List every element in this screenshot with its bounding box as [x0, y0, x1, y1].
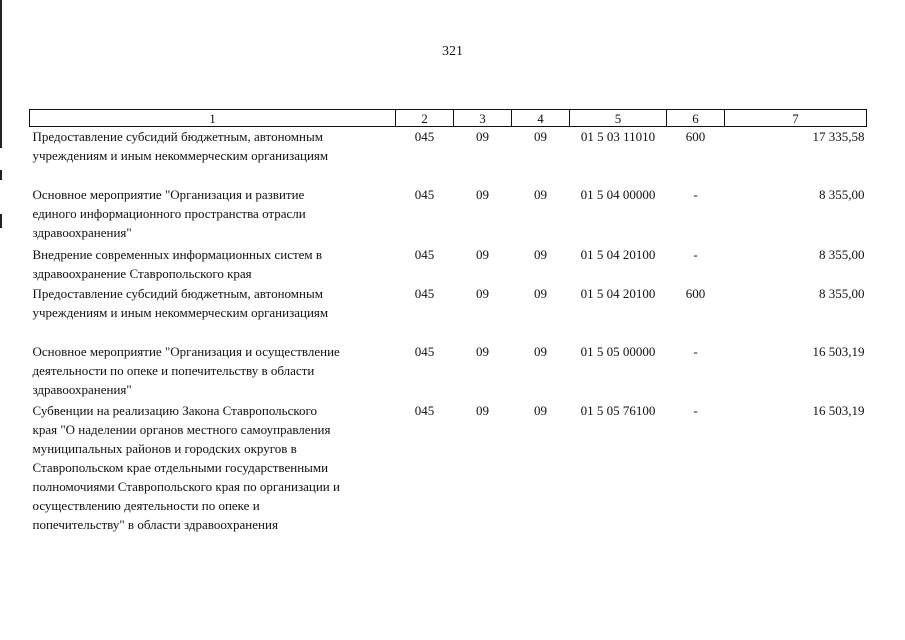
table-row	[30, 342, 867, 401]
description-line: учреждениям и иным некоммерческим организациям	[32, 148, 329, 163]
cell-department-code: 045	[414, 129, 435, 144]
column-header-6: 6	[667, 110, 725, 127]
description-line: Основное мероприятие "Организация и осуществление	[32, 343, 340, 359]
row-description	[30, 245, 396, 284]
budget-table	[29, 109, 867, 534]
column-header-7: 7	[725, 110, 867, 127]
row-description	[30, 342, 396, 401]
table-row	[30, 401, 867, 534]
cell-section-code: 09	[476, 129, 489, 144]
cell-section-code: 09	[476, 246, 489, 262]
table-row	[30, 127, 867, 185]
cell-section-code: 09	[476, 343, 489, 359]
description-line: деятельности по опеке и попечительству в области	[32, 362, 315, 378]
cell-target-article: 01 5 04 00000	[580, 186, 656, 202]
cell-amount: 8 355,00	[819, 246, 865, 262]
cell-expense-type: -	[693, 402, 698, 418]
cell-amount: 17 335,58	[812, 129, 865, 144]
scan-edge-mark	[0, 214, 2, 228]
description-line: края "О наделении органов местного самоуправления	[32, 421, 331, 437]
cell-subsection-code: 09	[534, 343, 547, 359]
row-description	[30, 185, 396, 245]
description-line: полномочиями Ставропольского края по организации и	[32, 478, 340, 494]
column-header-1: 1	[30, 110, 396, 127]
description-line: Предоставление субсидий бюджетным, автономным	[32, 129, 323, 144]
description-line: учреждениям и иным некоммерческим организациям	[32, 304, 329, 320]
page-number: 321	[442, 44, 463, 59]
cell-department-code: 045	[414, 186, 435, 202]
description-line: здравоохранения"	[32, 381, 132, 397]
row-description	[30, 284, 396, 342]
cell-subsection-code: 09	[534, 246, 547, 262]
scan-edge-mark	[0, 0, 2, 148]
description-line: Субвенции на реализацию Закона Ставропольского	[32, 402, 318, 418]
cell-section-code: 09	[476, 186, 489, 202]
scan-edge-mark	[0, 170, 2, 180]
budget-table-container	[29, 109, 866, 534]
cell-department-code: 045	[414, 343, 435, 359]
description-line: здравоохранение Ставропольского края	[32, 265, 252, 281]
cell-amount: 8 355,00	[819, 285, 865, 301]
description-line: осуществлению деятельности по опеке и	[32, 497, 260, 513]
cell-section-code: 09	[476, 285, 489, 301]
description-line: Предоставление субсидий бюджетным, автономным	[32, 285, 323, 301]
description-line: попечительству" в области здравоохранения	[32, 516, 278, 532]
cell-target-article: 01 5 04 20100	[580, 285, 656, 301]
cell-department-code: 045	[414, 402, 435, 418]
description-line: Ставропольском крае отдельными государственными	[32, 459, 329, 475]
cell-subsection-code: 09	[534, 186, 547, 202]
cell-expense-type: 600	[685, 285, 706, 301]
cell-amount: 16 503,19	[812, 343, 865, 359]
column-header-2: 2	[396, 110, 454, 127]
cell-amount: 16 503,19	[812, 402, 865, 418]
column-header-4: 4	[512, 110, 570, 127]
cell-expense-type: -	[693, 343, 698, 359]
description-line: Внедрение современных информационных систем в	[32, 246, 323, 262]
column-number-header-row	[30, 110, 867, 127]
cell-department-code: 045	[414, 285, 435, 301]
cell-expense-type: -	[693, 186, 698, 202]
cell-subsection-code: 09	[534, 402, 547, 418]
cell-expense-type: 600	[685, 129, 706, 144]
cell-amount: 8 355,00	[819, 186, 865, 202]
cell-target-article: 01 5 03 11010	[580, 129, 656, 144]
cell-target-article: 01 5 05 00000	[580, 343, 656, 359]
description-line: Основное мероприятие "Организация и развитие	[32, 186, 305, 202]
cell-subsection-code: 09	[534, 129, 547, 144]
row-description	[30, 401, 396, 534]
table-row	[30, 185, 867, 245]
cell-target-article: 01 5 05 76100	[580, 402, 656, 418]
description-line: здравоохранения"	[32, 224, 132, 240]
cell-subsection-code: 09	[534, 285, 547, 301]
description-line: единого информационного пространства отрасли	[32, 205, 306, 221]
row-description	[30, 127, 396, 185]
description-line: муниципальных районов и городских округов в	[32, 440, 297, 456]
column-header-3: 3	[454, 110, 512, 127]
cell-section-code: 09	[476, 402, 489, 418]
cell-department-code: 045	[414, 246, 435, 262]
cell-target-article: 01 5 04 20100	[580, 246, 656, 262]
table-row	[30, 245, 867, 284]
cell-expense-type: -	[693, 246, 698, 262]
column-header-5: 5	[570, 110, 667, 127]
table-row	[30, 284, 867, 342]
